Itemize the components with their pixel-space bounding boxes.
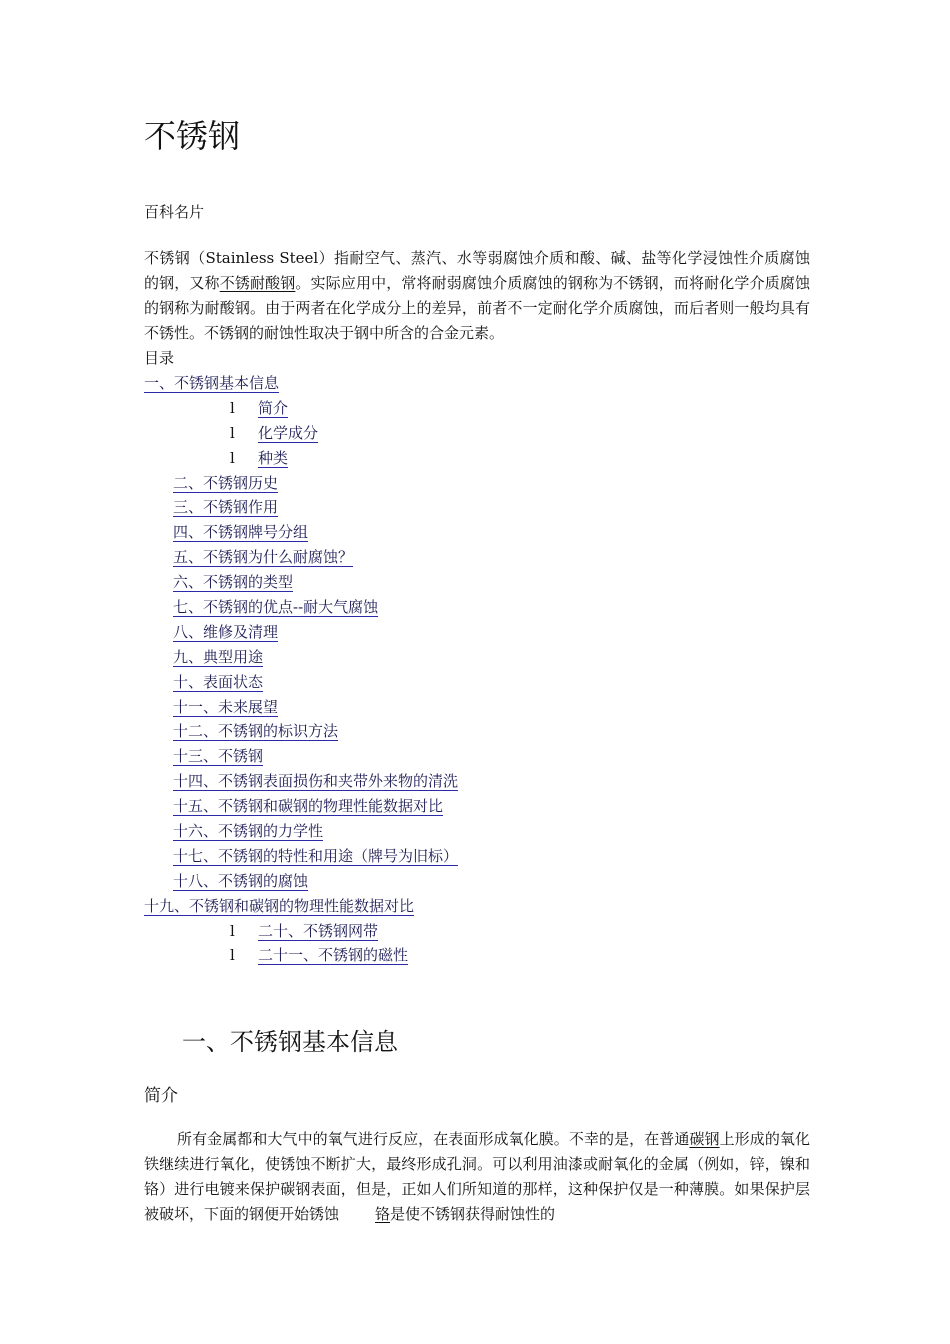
toc-item	[144, 620, 810, 645]
section-heading: 一、不锈钢基本信息	[182, 1028, 398, 1056]
toc-item	[144, 570, 810, 595]
toc-item	[144, 595, 810, 620]
para-text-1: 所有金属都和大气中的氧气进行反应，在表面形成氧化膜。不幸的是，在普通	[177, 1130, 690, 1148]
toc-link[interactable]: 十九、不锈钢和碳钢的物理性能数据对比	[144, 896, 415, 915]
intro-text-1: 不锈钢（Stainless Steel）指耐空气、蒸汽、水等弱腐蚀介质和酸、碱、盐等化学浸蚀性介质腐蚀的钢，又称	[144, 249, 810, 292]
para-link-chromium[interactable]: 铬	[375, 1205, 391, 1223]
toc-link[interactable]: 化学成分	[258, 423, 319, 442]
toc-item	[144, 819, 810, 844]
toc-item	[144, 670, 810, 695]
toc-link[interactable]: 种类	[258, 448, 289, 467]
toc-bullet: l	[230, 423, 235, 442]
toc-link[interactable]: 十三、不锈钢	[173, 747, 264, 766]
section-subheading: 简介	[144, 1086, 178, 1106]
toc-link[interactable]: 十二、不锈钢的标识方法	[173, 722, 339, 741]
toc-item	[144, 695, 810, 720]
toc-item	[144, 371, 810, 396]
toc-item	[144, 719, 810, 744]
toc-link[interactable]: 十、表面状态	[173, 672, 264, 691]
toc-link[interactable]: 二十一、不锈钢的磁性	[258, 946, 409, 965]
toc-link[interactable]: 八、维修及清理	[173, 622, 279, 641]
intro-text-2: 。实际应用中，常将耐弱腐蚀介质腐蚀的钢称为不锈钢，而将耐化学介质腐蚀的钢称为耐酸钢。由于两者在化学成分上的差异，前者不一定耐化学介质腐蚀，而后者则一般均具有不锈性。不锈钢的耐蚀性取决于钢中所含的合金元素。	[144, 274, 810, 342]
toc-label: 目录	[144, 349, 175, 367]
toc-link[interactable]: 十五、不锈钢和碳钢的物理性能数据对比	[173, 797, 444, 816]
toc-link[interactable]: 四、不锈钢牌号分组	[173, 523, 309, 542]
toc-bullet: l	[230, 921, 235, 940]
toc-item	[144, 744, 810, 769]
toc-bullet: l	[230, 946, 235, 965]
toc-link[interactable]: 十八、不锈钢的腐蚀	[173, 871, 309, 890]
toc-item	[144, 794, 810, 819]
toc-link[interactable]: 十一、未来展望	[173, 697, 279, 716]
para-link-carbon-steel[interactable]: 碳钢	[689, 1130, 720, 1148]
toc-item	[144, 471, 810, 496]
toc-item	[144, 446, 810, 471]
toc-link[interactable]: 二、不锈钢历史	[173, 473, 279, 492]
toc-bullet: l	[230, 398, 235, 417]
toc-item	[144, 545, 810, 570]
intro-link[interactable]: 不锈耐酸钢	[219, 274, 296, 292]
toc-link[interactable]: 十六、不锈钢的力学性	[173, 822, 324, 841]
toc-item	[144, 645, 810, 670]
intro-paragraph	[144, 246, 810, 346]
toc-item	[144, 421, 810, 446]
toc-item	[144, 869, 810, 894]
toc-bullet: l	[230, 448, 235, 467]
toc-link[interactable]: 六、不锈钢的类型	[173, 573, 294, 592]
toc-item	[144, 769, 810, 794]
para-text-3: 是使不锈钢获得耐蚀性的	[390, 1205, 556, 1223]
toc-item	[144, 919, 810, 944]
page-title: 不锈钢	[144, 117, 241, 155]
section-paragraph	[144, 1127, 810, 1227]
toc-item	[144, 495, 810, 520]
toc-link[interactable]: 三、不锈钢作用	[173, 498, 279, 517]
toc-link[interactable]: 一、不锈钢基本信息	[144, 374, 280, 392]
toc-item	[144, 943, 810, 968]
toc-item	[144, 844, 810, 869]
para-text-2: 上形成的氧化铁继续进行氧化，使锈蚀不断扩大，最终形成孔洞。可以利用油漆或耐氧化的金属（例如，锌，镍和铬）进行电镀来保护碳钢表面，但是，正如人们所知道的那样，这种保护仅是一种薄膜。如果保护层被破坏，下面的钢便开始锈蚀	[144, 1130, 810, 1223]
toc-link[interactable]: 简介	[258, 398, 289, 417]
toc-item	[144, 396, 810, 421]
toc-link[interactable]: 七、不锈钢的优点--耐大气腐蚀	[173, 598, 379, 617]
toc-link[interactable]: 二十、不锈钢网带	[258, 921, 379, 940]
toc-item	[144, 894, 810, 919]
toc-link[interactable]: 九、典型用途	[173, 647, 264, 666]
toc-link[interactable]: 十四、不锈钢表面损伤和夹带外来物的清洗	[173, 772, 459, 791]
toc-item	[144, 520, 810, 545]
table-of-contents	[144, 371, 810, 968]
card-label: 百科名片	[144, 203, 205, 221]
toc-link[interactable]: 五、不锈钢为什么耐腐蚀？	[173, 548, 354, 567]
toc-link[interactable]: 十七、不锈钢的特性和用途（牌号为旧标）	[173, 846, 459, 865]
